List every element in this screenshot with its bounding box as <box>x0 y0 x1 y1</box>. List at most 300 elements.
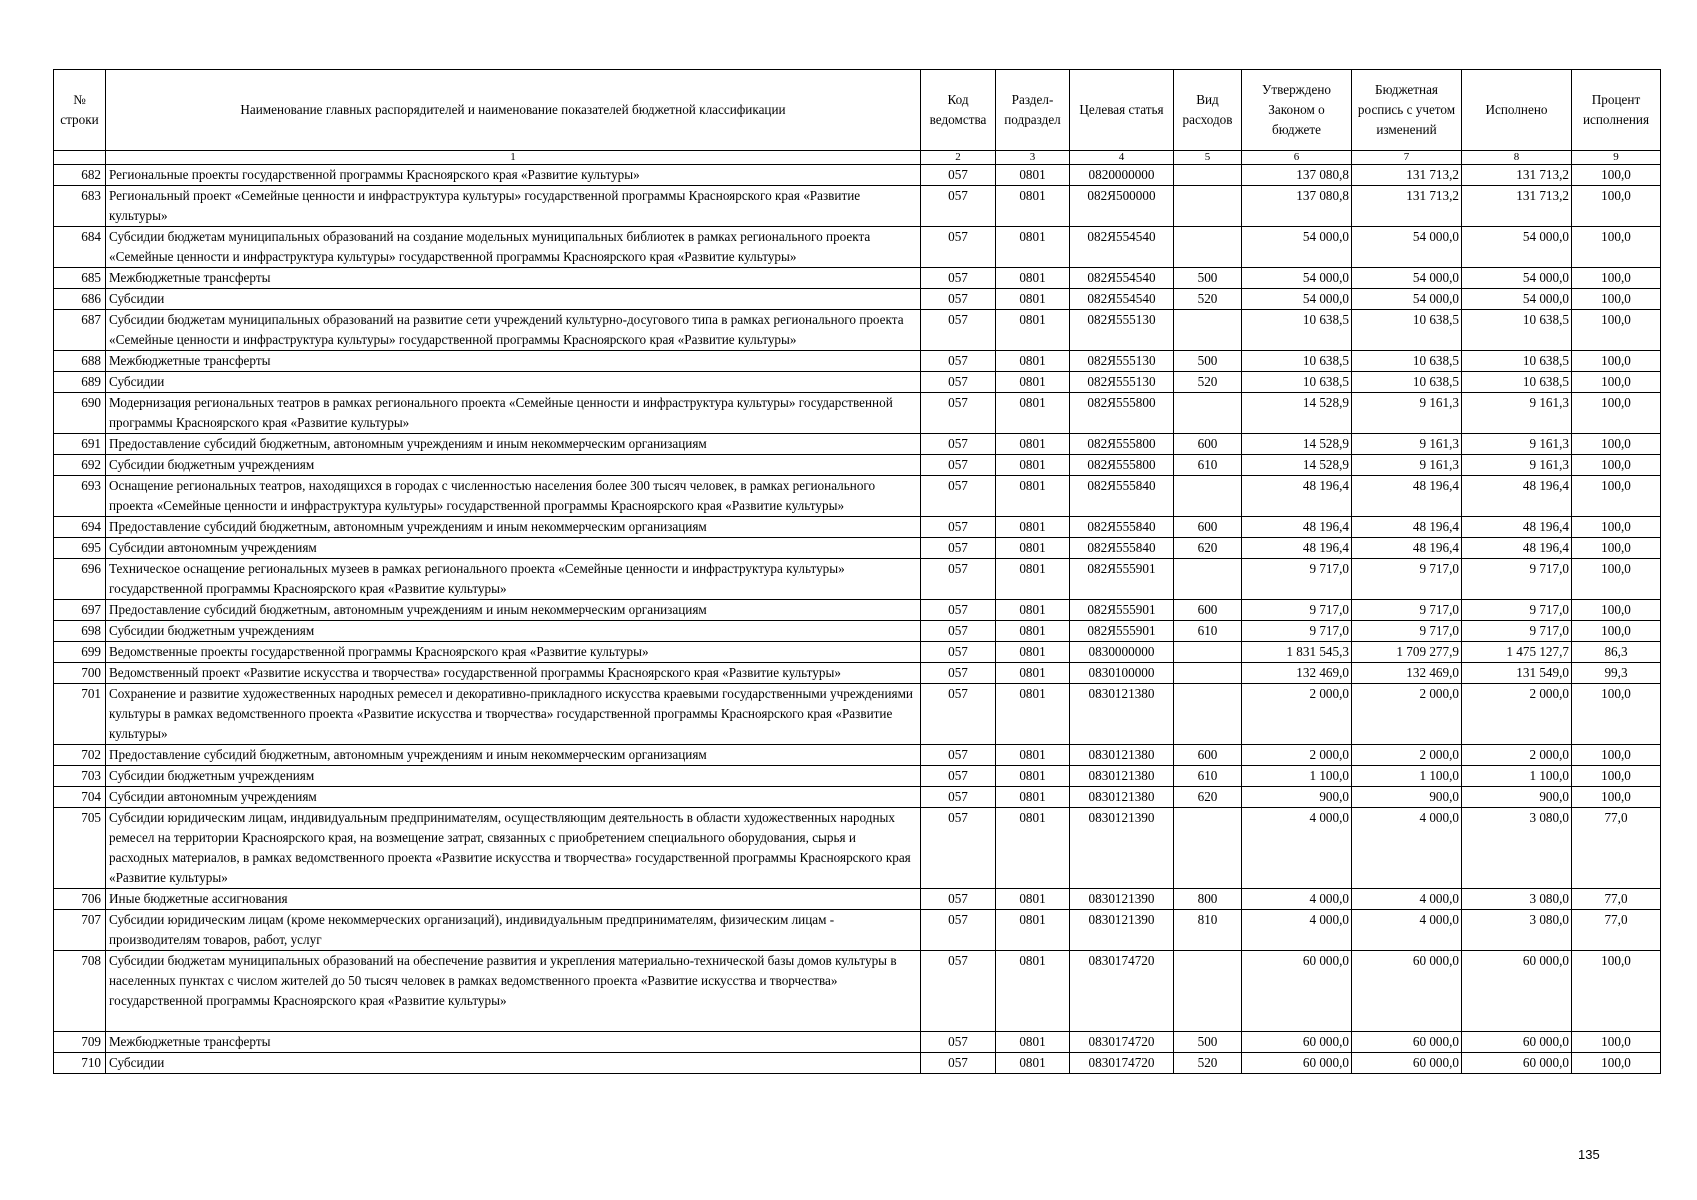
executed-amount-cell: 2 000,0 <box>1462 684 1572 745</box>
section-cell: 0801 <box>996 559 1070 600</box>
target-article-cell: 0830121380 <box>1070 787 1174 808</box>
column-number-row <box>54 151 1661 165</box>
row-name-cell: Субсидии <box>106 372 921 393</box>
row-name-cell: Модернизация региональных театров в рамках регионального проекта «Семейные ценности и инфраструктура культуры» государственной программы Красноярского края «Развитие культуры» <box>106 393 921 434</box>
target-article-cell: 082Я555901 <box>1070 559 1174 600</box>
expense-type-cell <box>1174 642 1242 663</box>
expense-type-cell: 620 <box>1174 538 1242 559</box>
row-name-cell: Субсидии юридическим лицам (кроме некоммерческих организаций), индивидуальным предпринимателям, физическим лицам - производителям товаров, работ, услуг <box>106 910 921 951</box>
executed-amount-cell: 9 161,3 <box>1462 434 1572 455</box>
approved-amount-cell: 48 196,4 <box>1242 538 1352 559</box>
expense-type-cell <box>1174 684 1242 745</box>
table-row <box>54 745 1661 766</box>
header-budget-schedule: Бюджетная роспись с учетом изменений <box>1352 70 1462 151</box>
section-cell: 0801 <box>996 455 1070 476</box>
section-cell: 0801 <box>996 393 1070 434</box>
table-row <box>54 1053 1661 1074</box>
dept-code-cell: 057 <box>921 268 996 289</box>
table-row <box>54 165 1661 186</box>
table-row <box>54 1032 1661 1053</box>
percent-cell: 77,0 <box>1572 808 1661 889</box>
table-row <box>54 538 1661 559</box>
percent-cell: 100,0 <box>1572 476 1661 517</box>
percent-cell: 100,0 <box>1572 351 1661 372</box>
section-cell: 0801 <box>996 663 1070 684</box>
approved-amount-cell: 1 831 545,3 <box>1242 642 1352 663</box>
table-row <box>54 642 1661 663</box>
approved-amount-cell: 48 196,4 <box>1242 476 1352 517</box>
row-number-cell: 695 <box>54 538 106 559</box>
target-article-cell: 0830000000 <box>1070 642 1174 663</box>
table-body <box>54 165 1661 1074</box>
dept-code-cell: 057 <box>921 787 996 808</box>
dept-code-cell: 057 <box>921 310 996 351</box>
target-article-cell: 082Я555800 <box>1070 393 1174 434</box>
row-number-cell: 690 <box>54 393 106 434</box>
budget-amount-cell: 132 469,0 <box>1352 663 1462 684</box>
executed-amount-cell: 3 080,0 <box>1462 808 1572 889</box>
approved-amount-cell: 60 000,0 <box>1242 951 1352 1032</box>
section-cell: 0801 <box>996 621 1070 642</box>
dept-code-cell: 057 <box>921 951 996 1032</box>
budget-amount-cell: 60 000,0 <box>1352 951 1462 1032</box>
row-name-cell: Субсидии бюджетным учреждениям <box>106 766 921 787</box>
expense-type-cell <box>1174 186 1242 227</box>
expense-type-cell: 600 <box>1174 745 1242 766</box>
row-number-cell: 686 <box>54 289 106 310</box>
expense-type-cell <box>1174 310 1242 351</box>
target-article-cell: 082Я555840 <box>1070 476 1174 517</box>
budget-amount-cell: 4 000,0 <box>1352 808 1462 889</box>
expense-type-cell: 800 <box>1174 889 1242 910</box>
dept-code-cell: 057 <box>921 808 996 889</box>
row-number-cell: 685 <box>54 268 106 289</box>
expense-type-cell <box>1174 951 1242 1032</box>
row-name-cell: Межбюджетные трансферты <box>106 1032 921 1053</box>
approved-amount-cell: 132 469,0 <box>1242 663 1352 684</box>
approved-amount-cell: 54 000,0 <box>1242 289 1352 310</box>
row-number-cell: 705 <box>54 808 106 889</box>
page-number: 135 <box>1578 1147 1600 1162</box>
percent-cell: 100,0 <box>1572 1053 1661 1074</box>
budget-amount-cell: 131 713,2 <box>1352 165 1462 186</box>
executed-amount-cell: 60 000,0 <box>1462 1032 1572 1053</box>
row-name-cell: Субсидии бюджетам муниципальных образований на создание модельных муниципальных библиотек в рамках регионального проекта «Семейные ценности и инфраструктура культуры» государственной программы Красноярского края «Развитие культуры» <box>106 227 921 268</box>
row-name-cell: Предоставление субсидий бюджетным, автономным учреждениям и иным некоммерческим организациям <box>106 745 921 766</box>
dept-code-cell: 057 <box>921 227 996 268</box>
section-cell: 0801 <box>996 642 1070 663</box>
row-name-cell: Оснащение региональных театров, находящихся в городах с численностью населения более 300 тысяч человек, в рамках регионального проекта «Семейные ценности и инфраструктура культуры» государственной программы Красноярского края «Развитие культуры» <box>106 476 921 517</box>
dept-code-cell: 057 <box>921 663 996 684</box>
header-row <box>54 70 1661 151</box>
dept-code-cell: 057 <box>921 186 996 227</box>
row-name-cell: Ведомственный проект «Развитие искусства и творчества» государственной программы Красноярского края «Развитие культуры» <box>106 663 921 684</box>
table-row <box>54 455 1661 476</box>
approved-amount-cell: 10 638,5 <box>1242 351 1352 372</box>
section-cell: 0801 <box>996 910 1070 951</box>
expense-type-cell: 600 <box>1174 600 1242 621</box>
budget-amount-cell: 48 196,4 <box>1352 476 1462 517</box>
percent-cell: 100,0 <box>1572 165 1661 186</box>
section-cell: 0801 <box>996 310 1070 351</box>
executed-amount-cell: 2 000,0 <box>1462 745 1572 766</box>
row-number-cell: 683 <box>54 186 106 227</box>
row-name-cell: Межбюджетные трансферты <box>106 351 921 372</box>
section-cell: 0801 <box>996 165 1070 186</box>
budget-amount-cell: 10 638,5 <box>1352 310 1462 351</box>
percent-cell: 100,0 <box>1572 559 1661 600</box>
executed-amount-cell: 131 713,2 <box>1462 165 1572 186</box>
row-number-cell: 687 <box>54 310 106 351</box>
dept-code-cell: 057 <box>921 1032 996 1053</box>
executed-amount-cell: 54 000,0 <box>1462 227 1572 268</box>
row-name-cell: Субсидии <box>106 1053 921 1074</box>
dept-code-cell: 057 <box>921 455 996 476</box>
header-target-article: Целевая статья <box>1070 70 1174 151</box>
column-number: 7 <box>1352 151 1462 165</box>
executed-amount-cell: 131 549,0 <box>1462 663 1572 684</box>
section-cell: 0801 <box>996 1032 1070 1053</box>
budget-amount-cell: 60 000,0 <box>1352 1032 1462 1053</box>
budget-amount-cell: 900,0 <box>1352 787 1462 808</box>
budget-amount-cell: 1 709 277,9 <box>1352 642 1462 663</box>
row-number-cell: 699 <box>54 642 106 663</box>
row-number-cell: 693 <box>54 476 106 517</box>
column-number: 6 <box>1242 151 1352 165</box>
target-article-cell: 082Я555800 <box>1070 434 1174 455</box>
approved-amount-cell: 60 000,0 <box>1242 1032 1352 1053</box>
budget-amount-cell: 54 000,0 <box>1352 268 1462 289</box>
budget-amount-cell: 48 196,4 <box>1352 517 1462 538</box>
expense-type-cell <box>1174 393 1242 434</box>
row-number-cell: 697 <box>54 600 106 621</box>
table-row <box>54 808 1661 889</box>
dept-code-cell: 057 <box>921 766 996 787</box>
row-number-cell: 682 <box>54 165 106 186</box>
budget-amount-cell: 4 000,0 <box>1352 910 1462 951</box>
header-name: Наименование главных распорядителей и наименование показателей бюджетной классификации <box>106 70 921 151</box>
approved-amount-cell: 54 000,0 <box>1242 268 1352 289</box>
percent-cell: 100,0 <box>1572 289 1661 310</box>
dept-code-cell: 057 <box>921 642 996 663</box>
executed-amount-cell: 60 000,0 <box>1462 951 1572 1032</box>
percent-cell: 100,0 <box>1572 455 1661 476</box>
percent-cell: 100,0 <box>1572 393 1661 434</box>
approved-amount-cell: 137 080,8 <box>1242 165 1352 186</box>
expense-type-cell: 520 <box>1174 1053 1242 1074</box>
section-cell: 0801 <box>996 476 1070 517</box>
dept-code-cell: 057 <box>921 1053 996 1074</box>
expense-type-cell: 600 <box>1174 434 1242 455</box>
section-cell: 0801 <box>996 289 1070 310</box>
row-number-cell: 691 <box>54 434 106 455</box>
section-cell: 0801 <box>996 227 1070 268</box>
column-number: 2 <box>921 151 996 165</box>
table-row <box>54 559 1661 600</box>
budget-amount-cell: 9 717,0 <box>1352 559 1462 600</box>
budget-amount-cell: 9 161,3 <box>1352 434 1462 455</box>
row-name-cell: Предоставление субсидий бюджетным, автономным учреждениям и иным некоммерческим организациям <box>106 517 921 538</box>
approved-amount-cell: 900,0 <box>1242 787 1352 808</box>
dept-code-cell: 057 <box>921 351 996 372</box>
section-cell: 0801 <box>996 600 1070 621</box>
row-name-cell: Региональные проекты государственной программы Красноярского края «Развитие культуры» <box>106 165 921 186</box>
budget-amount-cell: 131 713,2 <box>1352 186 1462 227</box>
section-cell: 0801 <box>996 766 1070 787</box>
expense-type-cell: 500 <box>1174 1032 1242 1053</box>
expense-type-cell: 610 <box>1174 455 1242 476</box>
expense-type-cell: 610 <box>1174 766 1242 787</box>
executed-amount-cell: 9 161,3 <box>1462 455 1572 476</box>
row-number-cell: 694 <box>54 517 106 538</box>
header-section: Раздел-подраздел <box>996 70 1070 151</box>
row-name-cell: Иные бюджетные ассигнования <box>106 889 921 910</box>
row-number-cell: 703 <box>54 766 106 787</box>
section-cell: 0801 <box>996 745 1070 766</box>
target-article-cell: 082Я554540 <box>1070 268 1174 289</box>
table-row <box>54 766 1661 787</box>
budget-amount-cell: 9 161,3 <box>1352 455 1462 476</box>
executed-amount-cell: 48 196,4 <box>1462 517 1572 538</box>
table-row <box>54 227 1661 268</box>
expense-type-cell: 810 <box>1174 910 1242 951</box>
row-name-cell: Предоставление субсидий бюджетным, автономным учреждениям и иным некоммерческим организациям <box>106 434 921 455</box>
dept-code-cell: 057 <box>921 889 996 910</box>
approved-amount-cell: 9 717,0 <box>1242 559 1352 600</box>
header-expense-type: Вид расходов <box>1174 70 1242 151</box>
budget-amount-cell: 2 000,0 <box>1352 745 1462 766</box>
approved-amount-cell: 9 717,0 <box>1242 621 1352 642</box>
header-percent: Процент исполнения <box>1572 70 1661 151</box>
expense-type-cell <box>1174 227 1242 268</box>
approved-amount-cell: 4 000,0 <box>1242 910 1352 951</box>
target-article-cell: 0830121390 <box>1070 808 1174 889</box>
expense-type-cell: 500 <box>1174 268 1242 289</box>
approved-amount-cell: 2 000,0 <box>1242 745 1352 766</box>
section-cell: 0801 <box>996 372 1070 393</box>
table-row <box>54 372 1661 393</box>
approved-amount-cell: 4 000,0 <box>1242 889 1352 910</box>
table-row <box>54 289 1661 310</box>
section-cell: 0801 <box>996 268 1070 289</box>
percent-cell: 100,0 <box>1572 372 1661 393</box>
dept-code-cell: 057 <box>921 289 996 310</box>
target-article-cell: 0830174720 <box>1070 1032 1174 1053</box>
target-article-cell: 082Я554540 <box>1070 289 1174 310</box>
row-number-cell: 706 <box>54 889 106 910</box>
percent-cell: 100,0 <box>1572 434 1661 455</box>
row-name-cell: Предоставление субсидий бюджетным, автономным учреждениям и иным некоммерческим организациям <box>106 600 921 621</box>
budget-amount-cell: 2 000,0 <box>1352 684 1462 745</box>
section-cell: 0801 <box>996 787 1070 808</box>
target-article-cell: 0830174720 <box>1070 1053 1174 1074</box>
percent-cell: 100,0 <box>1572 951 1661 1032</box>
target-article-cell: 0830121390 <box>1070 910 1174 951</box>
approved-amount-cell: 10 638,5 <box>1242 372 1352 393</box>
table-row <box>54 310 1661 351</box>
dept-code-cell: 057 <box>921 393 996 434</box>
percent-cell: 86,3 <box>1572 642 1661 663</box>
expense-type-cell <box>1174 663 1242 684</box>
target-article-cell: 082Я555901 <box>1070 600 1174 621</box>
row-number-cell: 692 <box>54 455 106 476</box>
executed-amount-cell: 10 638,5 <box>1462 310 1572 351</box>
target-article-cell: 082Я555130 <box>1070 372 1174 393</box>
dept-code-cell: 057 <box>921 517 996 538</box>
target-article-cell: 0830121380 <box>1070 684 1174 745</box>
percent-cell: 100,0 <box>1572 310 1661 351</box>
table-row <box>54 351 1661 372</box>
header-dept-code: Код ведомства <box>921 70 996 151</box>
dept-code-cell: 057 <box>921 910 996 951</box>
target-article-cell: 082Я555130 <box>1070 310 1174 351</box>
percent-cell: 100,0 <box>1572 787 1661 808</box>
row-number-cell: 701 <box>54 684 106 745</box>
budget-amount-cell: 1 100,0 <box>1352 766 1462 787</box>
percent-cell: 100,0 <box>1572 538 1661 559</box>
approved-amount-cell: 4 000,0 <box>1242 808 1352 889</box>
column-number: 1 <box>106 151 921 165</box>
row-name-cell: Субсидии автономным учреждениям <box>106 787 921 808</box>
dept-code-cell: 057 <box>921 538 996 559</box>
row-number-cell: 702 <box>54 745 106 766</box>
expense-type-cell: 610 <box>1174 621 1242 642</box>
row-name-cell: Субсидии <box>106 289 921 310</box>
table-row <box>54 600 1661 621</box>
target-article-cell: 082Я555130 <box>1070 351 1174 372</box>
target-article-cell: 0820000000 <box>1070 165 1174 186</box>
executed-amount-cell: 48 196,4 <box>1462 538 1572 559</box>
approved-amount-cell: 48 196,4 <box>1242 517 1352 538</box>
row-number-cell: 688 <box>54 351 106 372</box>
row-name-cell: Ведомственные проекты государственной программы Красноярского края «Развитие культуры» <box>106 642 921 663</box>
table-row <box>54 476 1661 517</box>
section-cell: 0801 <box>996 951 1070 1032</box>
section-cell: 0801 <box>996 517 1070 538</box>
target-article-cell: 082Я500000 <box>1070 186 1174 227</box>
executed-amount-cell: 54 000,0 <box>1462 268 1572 289</box>
expense-type-cell <box>1174 808 1242 889</box>
executed-amount-cell: 54 000,0 <box>1462 289 1572 310</box>
expense-type-cell <box>1174 559 1242 600</box>
expense-type-cell: 520 <box>1174 289 1242 310</box>
executed-amount-cell: 10 638,5 <box>1462 351 1572 372</box>
section-cell: 0801 <box>996 808 1070 889</box>
target-article-cell: 0830174720 <box>1070 951 1174 1032</box>
budget-amount-cell: 9 717,0 <box>1352 621 1462 642</box>
executed-amount-cell: 3 080,0 <box>1462 889 1572 910</box>
approved-amount-cell: 14 528,9 <box>1242 393 1352 434</box>
executed-amount-cell: 1 100,0 <box>1462 766 1572 787</box>
table-row <box>54 889 1661 910</box>
section-cell: 0801 <box>996 186 1070 227</box>
row-number-cell: 689 <box>54 372 106 393</box>
budget-amount-cell: 54 000,0 <box>1352 289 1462 310</box>
header-row-number: № строки <box>54 70 106 151</box>
approved-amount-cell: 14 528,9 <box>1242 434 1352 455</box>
percent-cell: 100,0 <box>1572 600 1661 621</box>
row-number-cell: 704 <box>54 787 106 808</box>
section-cell: 0801 <box>996 434 1070 455</box>
budget-amount-cell: 54 000,0 <box>1352 227 1462 268</box>
row-name-cell: Субсидии бюджетным учреждениям <box>106 455 921 476</box>
section-cell: 0801 <box>996 351 1070 372</box>
approved-amount-cell: 54 000,0 <box>1242 227 1352 268</box>
dept-code-cell: 057 <box>921 559 996 600</box>
percent-cell: 100,0 <box>1572 684 1661 745</box>
budget-amount-cell: 9 717,0 <box>1352 600 1462 621</box>
executed-amount-cell: 9 717,0 <box>1462 559 1572 600</box>
row-name-cell: Техническое оснащение региональных музеев в рамках регионального проекта «Семейные ценности и инфраструктура культуры» государственной программы Красноярского края «Развитие культуры» <box>106 559 921 600</box>
section-cell: 0801 <box>996 538 1070 559</box>
target-article-cell: 0830121380 <box>1070 766 1174 787</box>
table-row <box>54 268 1661 289</box>
percent-cell: 77,0 <box>1572 889 1661 910</box>
target-article-cell: 0830121380 <box>1070 745 1174 766</box>
executed-amount-cell: 900,0 <box>1462 787 1572 808</box>
target-article-cell: 0830121390 <box>1070 889 1174 910</box>
expense-type-cell: 600 <box>1174 517 1242 538</box>
executed-amount-cell: 9 161,3 <box>1462 393 1572 434</box>
dept-code-cell: 057 <box>921 621 996 642</box>
table-row <box>54 663 1661 684</box>
expense-type-cell: 520 <box>1174 372 1242 393</box>
table-row <box>54 621 1661 642</box>
percent-cell: 100,0 <box>1572 186 1661 227</box>
table-row <box>54 393 1661 434</box>
row-name-cell: Субсидии юридическим лицам, индивидуальным предпринимателям, осуществляющим деятельность в области художественных народных ремесел на территории Красноярского края, на возмещение затрат, связанных с приобретением специального оборудования, сырья и расходных материалов, в рамках ведомственного проекта «Развитие искусства и творчества» государственной программы Красноярского края «Развитие культуры» <box>106 808 921 889</box>
percent-cell: 100,0 <box>1572 227 1661 268</box>
approved-amount-cell: 2 000,0 <box>1242 684 1352 745</box>
expense-type-cell <box>1174 165 1242 186</box>
table-row <box>54 186 1661 227</box>
table-row <box>54 684 1661 745</box>
row-number-cell: 708 <box>54 951 106 1032</box>
row-name-cell: Субсидии бюджетам муниципальных образований на развитие сети учреждений культурно-досугового типа в рамках регионального проекта «Семейные ценности и инфраструктура культуры» государственной программы Красноярского края «Развитие культуры» <box>106 310 921 351</box>
target-article-cell: 082Я555840 <box>1070 517 1174 538</box>
row-name-cell: Субсидии бюджетным учреждениям <box>106 621 921 642</box>
approved-amount-cell: 1 100,0 <box>1242 766 1352 787</box>
executed-amount-cell: 9 717,0 <box>1462 600 1572 621</box>
approved-amount-cell: 9 717,0 <box>1242 600 1352 621</box>
expense-type-cell: 500 <box>1174 351 1242 372</box>
percent-cell: 100,0 <box>1572 766 1661 787</box>
column-number: 5 <box>1174 151 1242 165</box>
column-number-blank <box>54 151 106 165</box>
section-cell: 0801 <box>996 889 1070 910</box>
expense-type-cell <box>1174 476 1242 517</box>
section-cell: 0801 <box>996 1053 1070 1074</box>
table-row <box>54 787 1661 808</box>
dept-code-cell: 057 <box>921 745 996 766</box>
dept-code-cell: 057 <box>921 434 996 455</box>
target-article-cell: 082Я555800 <box>1070 455 1174 476</box>
table-row <box>54 517 1661 538</box>
target-article-cell: 082Я555901 <box>1070 621 1174 642</box>
budget-table <box>53 69 1661 1074</box>
dept-code-cell: 057 <box>921 372 996 393</box>
table-row <box>54 434 1661 455</box>
row-number-cell: 684 <box>54 227 106 268</box>
dept-code-cell: 057 <box>921 684 996 745</box>
table-row <box>54 910 1661 951</box>
section-cell: 0801 <box>996 684 1070 745</box>
budget-amount-cell: 4 000,0 <box>1352 889 1462 910</box>
executed-amount-cell: 48 196,4 <box>1462 476 1572 517</box>
column-number: 3 <box>996 151 1070 165</box>
approved-amount-cell: 137 080,8 <box>1242 186 1352 227</box>
column-number: 8 <box>1462 151 1572 165</box>
